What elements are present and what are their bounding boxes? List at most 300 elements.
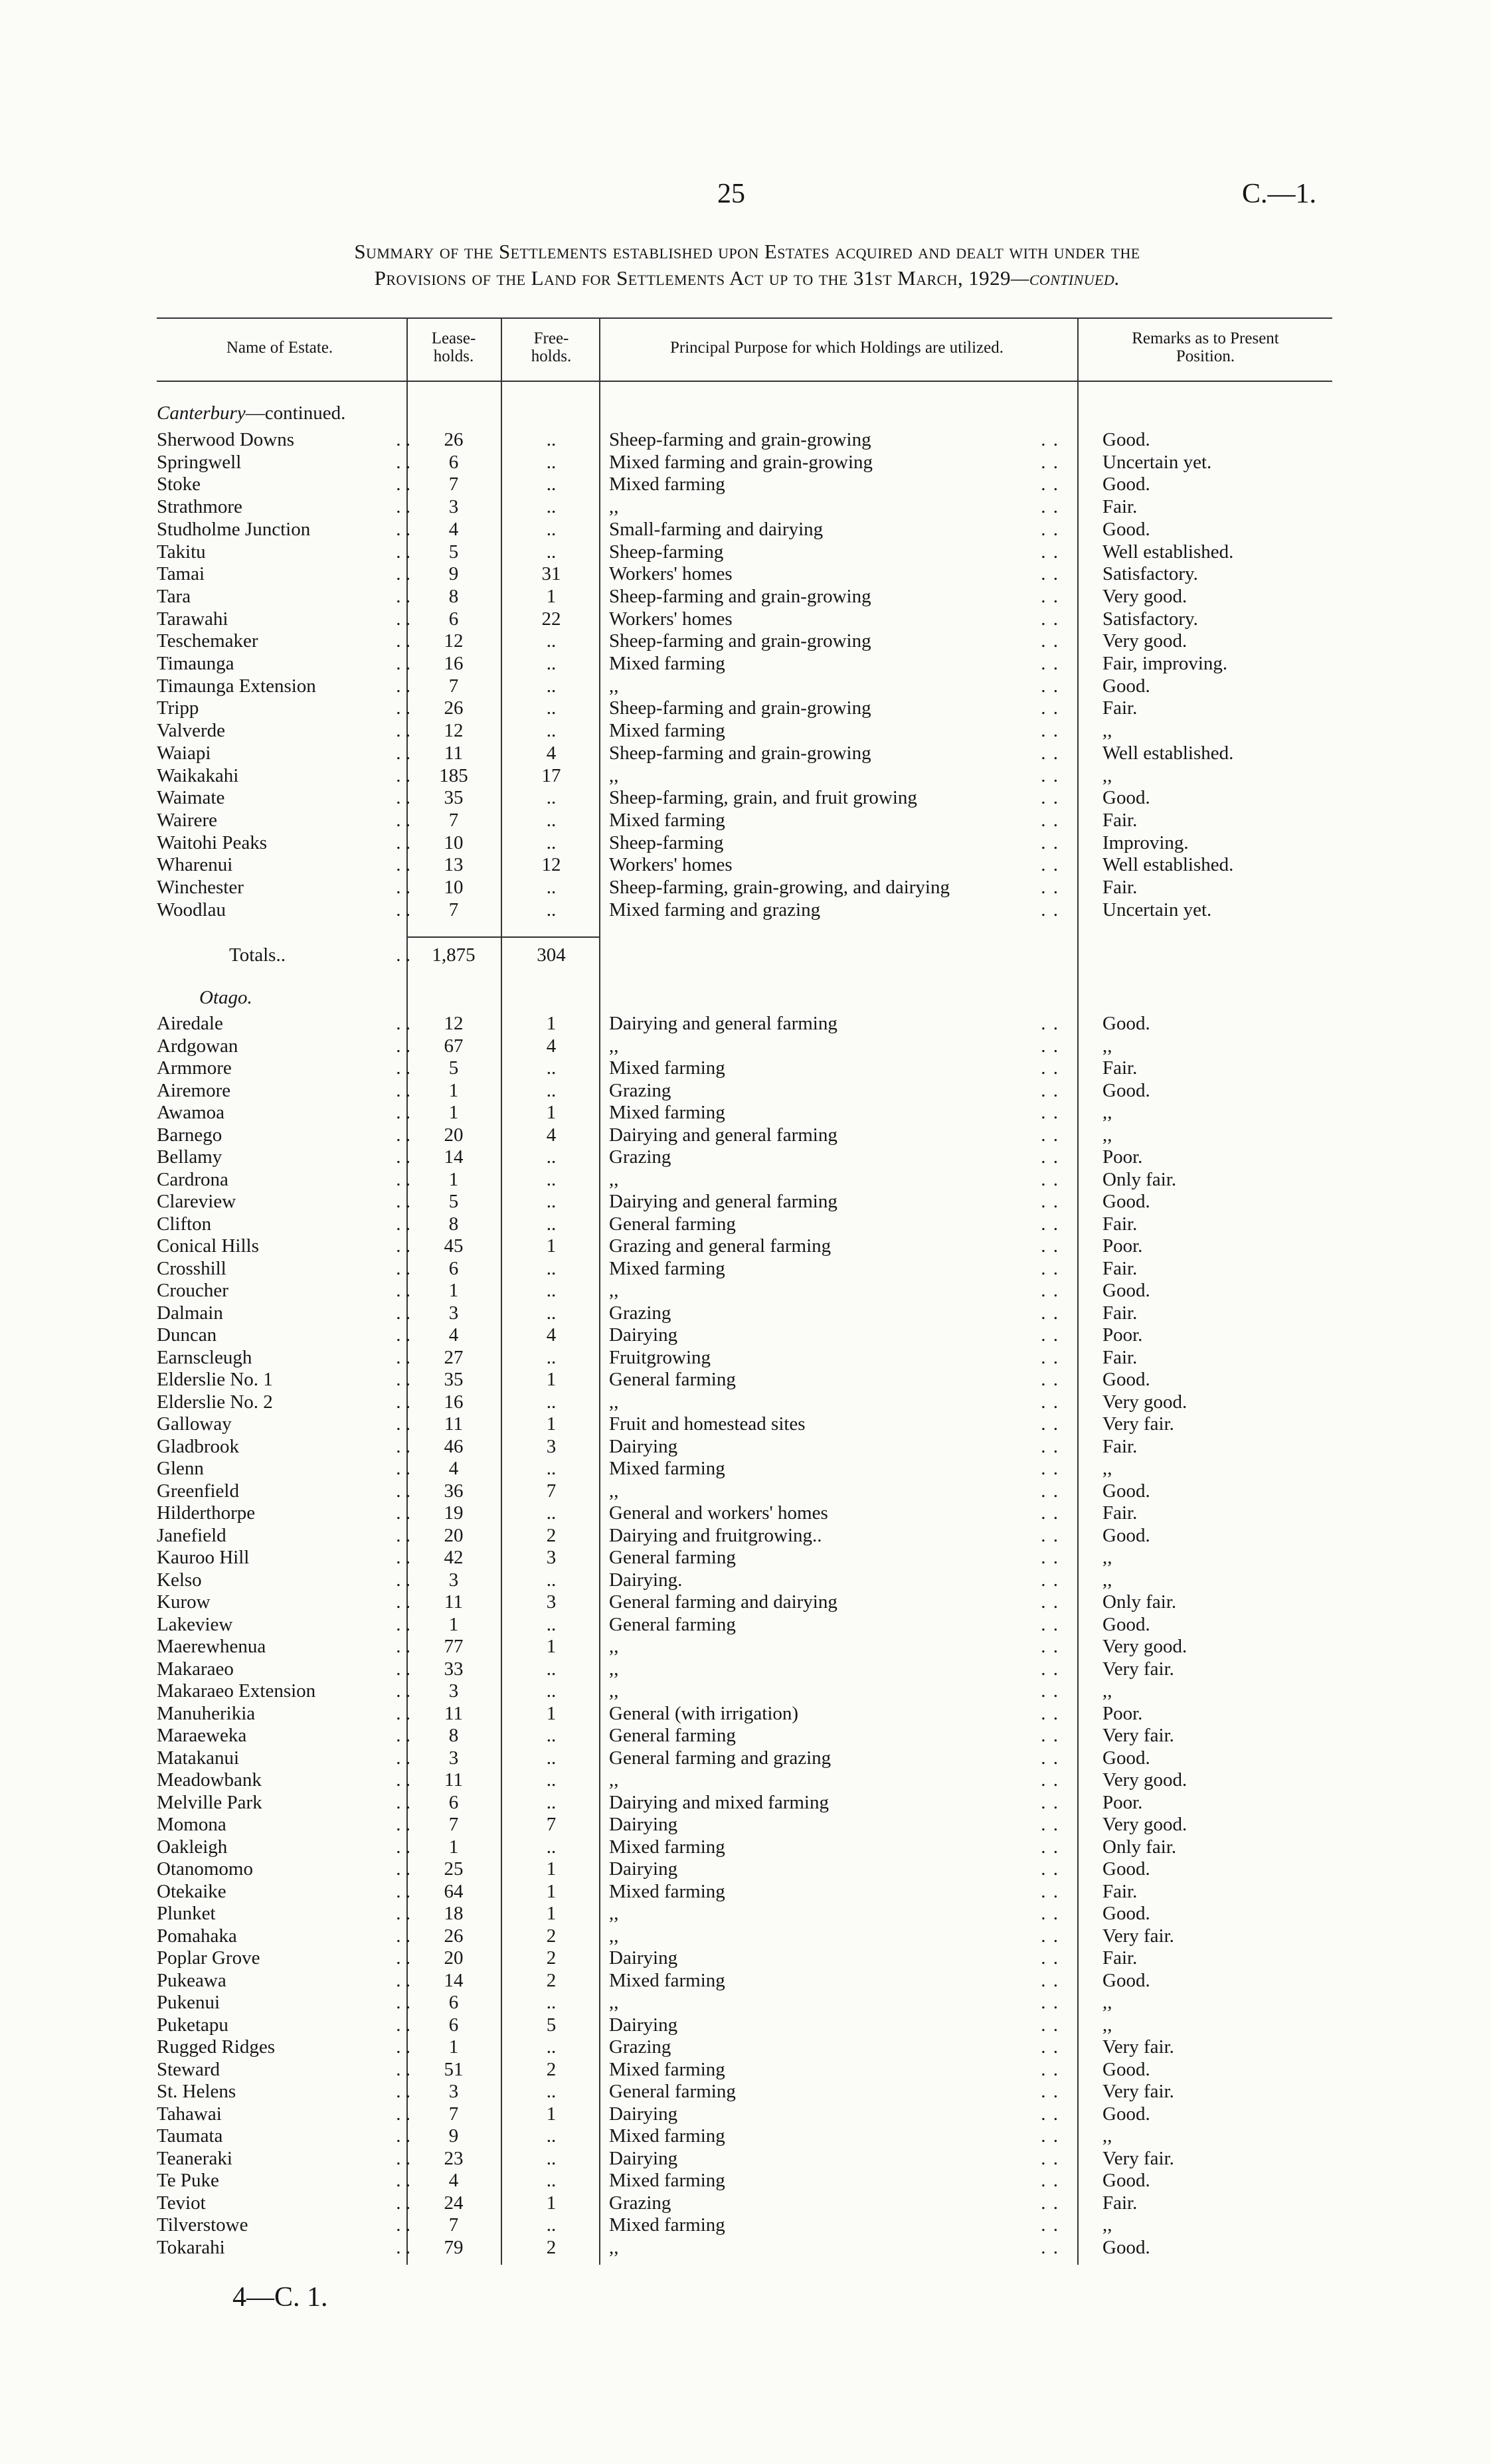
leaseholds-value: 26 (444, 1925, 464, 1947)
estate-name: Elderslie No. 2 (157, 1391, 273, 1413)
freeholds-value: 2 (546, 2236, 557, 2258)
purpose-leader: . . (1041, 1702, 1059, 1724)
purpose-text: Mixed farming (609, 474, 725, 495)
remarks-text: Good. (1102, 1013, 1150, 1034)
remarks-text: Satisfactory. (1102, 563, 1198, 585)
purpose-text: Dairying (609, 1435, 678, 1457)
column-header-remarks-text: Remarks as to Present Position. (1132, 329, 1279, 365)
leaseholds-value: 16 (444, 653, 464, 674)
estate-name: Plunket (157, 1903, 216, 1924)
freeholds-value: 2 (546, 1925, 557, 1947)
remarks-text: Well established. (1102, 541, 1234, 563)
leaseholds-value: 9 (448, 2125, 459, 2147)
name-leader: . . (396, 2147, 410, 2169)
leaseholds-value: 10 (444, 832, 464, 853)
freeholds-value: 3 (546, 1435, 557, 1457)
name-leader: . . (396, 2036, 410, 2058)
remarks-text: ,, (1102, 2014, 1112, 2036)
leaseholds-value: 6 (448, 608, 459, 630)
purpose-text: Fruit and homestead sites (609, 1413, 806, 1435)
remarks-text: ,, (1102, 1035, 1112, 1057)
estate-name: Gladbrook (157, 1435, 240, 1457)
purpose-leader: . . (1041, 1947, 1059, 1969)
purpose-text: Grazing and general farming (609, 1235, 832, 1257)
freeholds-value: .. (546, 474, 557, 495)
freeholds-value: 1 (546, 2103, 557, 2125)
totals-label: Totals.. (229, 944, 286, 966)
leaseholds-value: 7 (448, 2214, 459, 2236)
purpose-leader: . . (1041, 1880, 1059, 1902)
estate-name: Puketapu (157, 2014, 228, 2036)
leaseholds-value: 4 (448, 1458, 459, 1479)
name-leader: . . (396, 1035, 410, 1057)
purpose-text: Sheep-farming (609, 832, 724, 853)
freeholds-value: 1 (546, 1903, 557, 1924)
column-header-name-text: Name of Estate. (226, 338, 333, 357)
purpose-leader: . . (1041, 1747, 1059, 1769)
leaseholds-value: 7 (448, 1814, 459, 1835)
estate-name: Rugged Ridges (157, 2036, 276, 2058)
name-leader: . . (396, 474, 410, 495)
purpose-leader: . . (1041, 1413, 1059, 1435)
purpose-text: ,, (609, 1035, 619, 1057)
leaseholds-value: 3 (448, 1569, 459, 1591)
freeholds-value: 1 (546, 1858, 557, 1880)
name-leader: . . (396, 1102, 410, 1123)
purpose-leader: . . (1041, 1346, 1059, 1368)
freeholds-value: .. (546, 1725, 557, 1746)
purpose-text: Sheep-farming and grain-growing (609, 585, 871, 607)
title-line-2 (166, 266, 1328, 291)
leaseholds-value: 3 (448, 1680, 459, 1702)
purpose-text: General (with irrigation) (609, 1702, 799, 1724)
remarks-text: Very good. (1102, 585, 1187, 607)
purpose-text: General farming and dairying (609, 1591, 837, 1613)
purpose-leader: . . (1041, 1079, 1059, 1101)
estate-name: Strathmore (157, 496, 242, 518)
purpose-leader: . . (1041, 720, 1059, 742)
leaseholds-value: 20 (444, 1524, 464, 1546)
estate-name: Tokarahi (157, 2236, 225, 2258)
freeholds-value: .. (546, 1458, 557, 1479)
purpose-leader: . . (1041, 1235, 1059, 1257)
remarks-text: Very good. (1102, 1769, 1187, 1791)
purpose-text: ,, (609, 1636, 619, 1657)
purpose-leader: . . (1041, 1435, 1059, 1457)
remarks-text: Satisfactory. (1102, 608, 1198, 630)
freeholds-value: .. (546, 1502, 557, 1524)
leaseholds-value: 11 (444, 1702, 463, 1724)
freeholds-value: 1 (546, 1235, 557, 1257)
name-leader: . . (396, 2014, 410, 2036)
name-leader: . . (396, 1235, 410, 1257)
remarks-text: Uncertain yet. (1102, 899, 1212, 921)
purpose-text: ,, (609, 1680, 619, 1702)
name-leader: . . (396, 1547, 410, 1568)
leaseholds-value: 11 (444, 1413, 463, 1435)
purpose-leader: . . (1041, 764, 1059, 786)
remarks-text: ,, (1102, 1458, 1112, 1479)
name-leader: . . (396, 1969, 410, 1991)
purpose-text: Dairying and general farming (609, 1124, 837, 1146)
remarks-text: Very good. (1102, 1636, 1187, 1657)
name-leader: . . (396, 2170, 410, 2191)
purpose-text: Dairying. (609, 1569, 683, 1591)
purpose-text: Dairying (609, 1947, 678, 1969)
purpose-text: Small-farming and dairying (609, 518, 824, 540)
purpose-leader: . . (1041, 854, 1059, 876)
leaseholds-value: 11 (444, 742, 463, 764)
purpose-leader: . . (1041, 2081, 1059, 2102)
name-leader: . . (396, 518, 410, 540)
leaseholds-value: 5 (448, 1057, 459, 1079)
remarks-text: Good. (1102, 675, 1150, 697)
purpose-text: General farming (609, 1369, 736, 1390)
purpose-text: Mixed farming (609, 1458, 725, 1479)
totals-freeholds: 304 (537, 944, 566, 966)
freeholds-value: 4 (546, 1035, 557, 1057)
remarks-text: Good. (1102, 1280, 1150, 1301)
name-leader: . . (396, 2214, 410, 2236)
leaseholds-value: 4 (448, 2170, 459, 2191)
estate-name: Tilverstowe (157, 2214, 248, 2236)
freeholds-value: .. (546, 1836, 557, 1858)
freeholds-value: .. (546, 1257, 557, 1279)
freeholds-value: .. (546, 877, 557, 898)
freeholds-value: 1 (546, 1636, 557, 1657)
leaseholds-value: 77 (444, 1636, 464, 1657)
freeholds-value: .. (546, 1992, 557, 2013)
remarks-text: ,, (1102, 1992, 1112, 2013)
purpose-leader: . . (1041, 1480, 1059, 1502)
purpose-text: General farming (609, 1725, 736, 1746)
estate-name: Tara (157, 585, 191, 607)
purpose-text: Grazing (609, 1079, 671, 1101)
purpose-text: ,, (609, 1769, 619, 1791)
column-header-purpose-text: Principal Purpose for which Holdings are utilized. (670, 338, 1004, 357)
purpose-text: ,, (609, 1480, 619, 1502)
purpose-text: General and workers' homes (609, 1502, 828, 1524)
freeholds-value: .. (546, 1057, 557, 1079)
section-canterbury-name: Canterbury (157, 402, 246, 424)
freeholds-value: 1 (546, 1413, 557, 1435)
freeholds-value: 1 (546, 1702, 557, 1724)
purpose-leader: . . (1041, 2125, 1059, 2147)
remarks-text: Fair. (1102, 1057, 1138, 1079)
leaseholds-value: 51 (444, 2058, 464, 2080)
estate-name: Kelso (157, 1569, 202, 1591)
name-leader: . . (396, 1191, 410, 1212)
estate-name: Cardrona (157, 1168, 228, 1190)
purpose-text: General farming and grazing (609, 1747, 832, 1769)
purpose-leader: . . (1041, 541, 1059, 563)
column-header-leaseholds-text: Lease- holds. (431, 329, 476, 365)
estate-name: Waitohi Peaks (157, 832, 267, 853)
purpose-leader: . . (1041, 1257, 1059, 1279)
purpose-text: Dairying (609, 1814, 678, 1835)
freeholds-value: .. (546, 541, 557, 563)
name-leader: . . (396, 1480, 410, 1502)
leaseholds-value: 24 (444, 2192, 464, 2214)
leaseholds-value: 12 (444, 720, 464, 742)
name-leader: . . (396, 1146, 410, 1168)
remarks-text: Fair. (1102, 1213, 1138, 1235)
purpose-text: Workers' homes (609, 608, 733, 630)
freeholds-value: 7 (546, 1480, 557, 1502)
purpose-text: ,, (609, 2236, 619, 2258)
remarks-text: Good. (1102, 1079, 1150, 1101)
freeholds-value: 2 (546, 2058, 557, 2080)
purpose-text: Sheep-farming and grain-growing (609, 429, 871, 450)
section-otago (199, 987, 252, 1009)
remarks-text: ,, (1102, 2214, 1112, 2236)
name-leader: . . (396, 1747, 410, 1769)
freeholds-value: .. (546, 1613, 557, 1635)
remarks-text: ,, (1102, 1680, 1112, 1702)
purpose-text: Dairying and general farming (609, 1013, 837, 1034)
estate-name: Elderslie No. 1 (157, 1369, 273, 1390)
freeholds-value: .. (546, 1680, 557, 1702)
purpose-text: Mixed farming (609, 2125, 725, 2147)
remarks-text: Good. (1102, 1858, 1150, 1880)
freeholds-value: 2 (546, 1524, 557, 1546)
purpose-leader: . . (1041, 630, 1059, 652)
purpose-leader: . . (1041, 2170, 1059, 2191)
purpose-text: Dairying and fruitgrowing.. (609, 1524, 822, 1546)
estate-name: Lakeview (157, 1613, 233, 1635)
purpose-leader: . . (1041, 1591, 1059, 1613)
leaseholds-value: 14 (444, 1146, 464, 1168)
leaseholds-value: 13 (444, 854, 464, 876)
name-leader: . . (396, 877, 410, 898)
freeholds-value: .. (546, 1302, 557, 1324)
remarks-text: Good. (1102, 1969, 1150, 1991)
leaseholds-value: 35 (444, 787, 464, 809)
purpose-leader: . . (1041, 1391, 1059, 1413)
purpose-leader: . . (1041, 742, 1059, 764)
name-leader: . . (396, 1302, 410, 1324)
remarks-text: ,, (1102, 720, 1112, 742)
remarks-text: Fair. (1102, 877, 1138, 898)
footer-signature: 4—C. 1. (232, 2282, 328, 2313)
purpose-leader: . . (1041, 2192, 1059, 2214)
leaseholds-value: 5 (448, 541, 459, 563)
name-leader: . . (396, 1613, 410, 1635)
leaseholds-value: 12 (444, 1013, 464, 1034)
purpose-leader: . . (1041, 608, 1059, 630)
purpose-text: Dairying and general farming (609, 1191, 837, 1212)
freeholds-value: 4 (546, 742, 557, 764)
estate-name: Stoke (157, 474, 201, 495)
remarks-text: Fair, improving. (1102, 653, 1228, 674)
remarks-text: ,, (1102, 1124, 1112, 1146)
freeholds-value: 5 (546, 2014, 557, 2036)
column-header-name (157, 317, 402, 377)
leaseholds-value: 26 (444, 697, 464, 719)
name-leader: . . (396, 630, 410, 652)
estate-name: Poplar Grove (157, 1947, 260, 1969)
estate-name: Matakanui (157, 1747, 240, 1769)
remarks-text: Very good. (1102, 1391, 1187, 1413)
purpose-leader: . . (1041, 1213, 1059, 1235)
freeholds-value: 1 (546, 1013, 557, 1034)
freeholds-value: 1 (546, 1880, 557, 1902)
name-leader: . . (396, 697, 410, 719)
purpose-leader: . . (1041, 2014, 1059, 2036)
leaseholds-value: 14 (444, 1969, 464, 1991)
estate-name: Conical Hills (157, 1235, 259, 1257)
purpose-leader: . . (1041, 1858, 1059, 1880)
column-header-leaseholds (410, 317, 497, 377)
remarks-text: Fair. (1102, 1346, 1138, 1368)
freeholds-value: 3 (546, 1547, 557, 1568)
purpose-text: Mixed farming (609, 1102, 725, 1123)
remarks-text: Good. (1102, 2236, 1150, 2258)
totals-leaseholds: 1,875 (432, 944, 476, 966)
freeholds-value: 22 (541, 608, 561, 630)
leaseholds-value: 6 (448, 1791, 459, 1813)
remarks-text: Very fair. (1102, 1925, 1174, 1947)
estate-name: Waikakahi (157, 764, 239, 786)
purpose-text: Mixed farming (609, 1257, 725, 1279)
name-leader: . . (396, 1725, 410, 1746)
remarks-text: Good. (1102, 429, 1150, 450)
leaseholds-value: 185 (439, 764, 468, 786)
purpose-text: ,, (609, 1658, 619, 1680)
leaseholds-value: 20 (444, 1124, 464, 1146)
name-leader: . . (396, 1658, 410, 1680)
purpose-text: ,, (609, 1391, 619, 1413)
name-leader: . . (396, 1057, 410, 1079)
leaseholds-value: 7 (448, 899, 459, 921)
freeholds-value: .. (546, 1791, 557, 1813)
name-leader: . . (396, 1079, 410, 1101)
title-line-2-main: Provisions of the Land for Settlements Act up to the 31st March, 1929 (374, 266, 1011, 290)
purpose-text: ,, (609, 764, 619, 786)
freeholds-value: .. (546, 1346, 557, 1368)
remarks-text: Good. (1102, 1480, 1150, 1502)
leaseholds-value: 1 (448, 1102, 459, 1123)
remarks-text: ,, (1102, 1547, 1112, 1568)
purpose-text: Sheep-farming and grain-growing (609, 697, 871, 719)
name-leader: . . (396, 1769, 410, 1791)
estate-name: Airemore (157, 1079, 231, 1101)
remarks-text: Very fair. (1102, 1658, 1174, 1680)
remarks-text: Very fair. (1102, 2036, 1174, 2058)
leaseholds-value: 20 (444, 1947, 464, 1969)
freeholds-value: 2 (546, 1969, 557, 1991)
estate-name: Makaraeo Extension (157, 1680, 316, 1702)
column-rule-4 (1077, 319, 1079, 2265)
freeholds-value: .. (546, 1658, 557, 1680)
leaseholds-value: 35 (444, 1369, 464, 1390)
purpose-leader: . . (1041, 1613, 1059, 1635)
estate-name: Winchester (157, 877, 244, 898)
estate-name: Clareview (157, 1191, 236, 1212)
leaseholds-value: 1 (448, 1168, 459, 1190)
name-leader: . . (396, 653, 410, 674)
purpose-text: Dairying (609, 2103, 678, 2125)
remarks-text: Poor. (1102, 1324, 1143, 1346)
purpose-text: Grazing (609, 2036, 671, 2058)
name-leader: . . (396, 563, 410, 585)
name-leader: . . (396, 1257, 410, 1279)
purpose-text: General farming (609, 1613, 736, 1635)
leaseholds-value: 1 (448, 1079, 459, 1101)
name-leader: . . (396, 608, 410, 630)
estate-name: Ardgowan (157, 1035, 238, 1057)
column-header-freeholds-text: Free- holds. (531, 329, 572, 365)
purpose-text: General farming (609, 1213, 736, 1235)
purpose-leader: . . (1041, 1814, 1059, 1835)
estate-name: Valverde (157, 720, 226, 742)
purpose-text: Mixed farming and grain-growing (609, 451, 873, 473)
estate-name: Manuherikia (157, 1702, 256, 1724)
leaseholds-value: 67 (444, 1035, 464, 1057)
name-leader: . . (396, 1636, 410, 1657)
name-leader: . . (396, 675, 410, 697)
estate-name: Otekaike (157, 1880, 226, 1902)
name-leader: . . (396, 1168, 410, 1190)
purpose-leader: . . (1041, 1769, 1059, 1791)
name-leader: . . (396, 1458, 410, 1479)
purpose-leader: . . (1041, 1569, 1059, 1591)
name-leader: . . (396, 720, 410, 742)
purpose-text: ,, (609, 1925, 619, 1947)
purpose-leader: . . (1041, 787, 1059, 809)
remarks-text: Fair. (1102, 1880, 1138, 1902)
leaseholds-value: 25 (444, 1858, 464, 1880)
leaseholds-value: 8 (448, 585, 459, 607)
purpose-text: Mixed farming (609, 1880, 725, 1902)
leaseholds-value: 6 (448, 1257, 459, 1279)
leaseholds-value: 3 (448, 496, 459, 518)
section-canterbury-suffix: —continued. (245, 402, 346, 424)
purpose-text: Sheep-farming, grain, and fruit growing (609, 787, 917, 809)
purpose-leader: . . (1041, 1324, 1059, 1346)
purpose-text: Fruitgrowing (609, 1346, 711, 1368)
purpose-leader: . . (1041, 429, 1059, 450)
name-leader: . . (396, 2125, 410, 2147)
purpose-text: Mixed farming and grazing (609, 899, 821, 921)
remarks-text: Only fair. (1102, 1836, 1177, 1858)
estate-name: Greenfield (157, 1480, 239, 1502)
name-leader: . . (396, 1680, 410, 1702)
name-leader: . . (396, 1591, 410, 1613)
estate-name: St. Helens (157, 2081, 236, 2102)
purpose-leader: . . (1041, 1280, 1059, 1301)
name-leader: . . (396, 1791, 410, 1813)
freeholds-value: .. (546, 899, 557, 921)
estate-name: Dalmain (157, 1302, 223, 1324)
purpose-leader: . . (1041, 496, 1059, 518)
remarks-text: ,, (1102, 1102, 1112, 1123)
purpose-text: ,, (609, 1992, 619, 2013)
estate-name: Hilderthorpe (157, 1502, 256, 1524)
purpose-text: Dairying and mixed farming (609, 1791, 829, 1813)
estate-name: Takitu (157, 541, 206, 563)
name-leader: . . (396, 2081, 410, 2102)
name-leader: . . (396, 541, 410, 563)
purpose-text: General farming (609, 2081, 736, 2102)
purpose-leader: . . (1041, 1725, 1059, 1746)
column-rule-3 (599, 319, 600, 2265)
purpose-leader: . . (1041, 1547, 1059, 1568)
remarks-text: Poor. (1102, 1702, 1143, 1724)
leaseholds-value: 42 (444, 1547, 464, 1568)
estate-name: Tarawahi (157, 608, 228, 630)
name-leader: . . (396, 1569, 410, 1591)
